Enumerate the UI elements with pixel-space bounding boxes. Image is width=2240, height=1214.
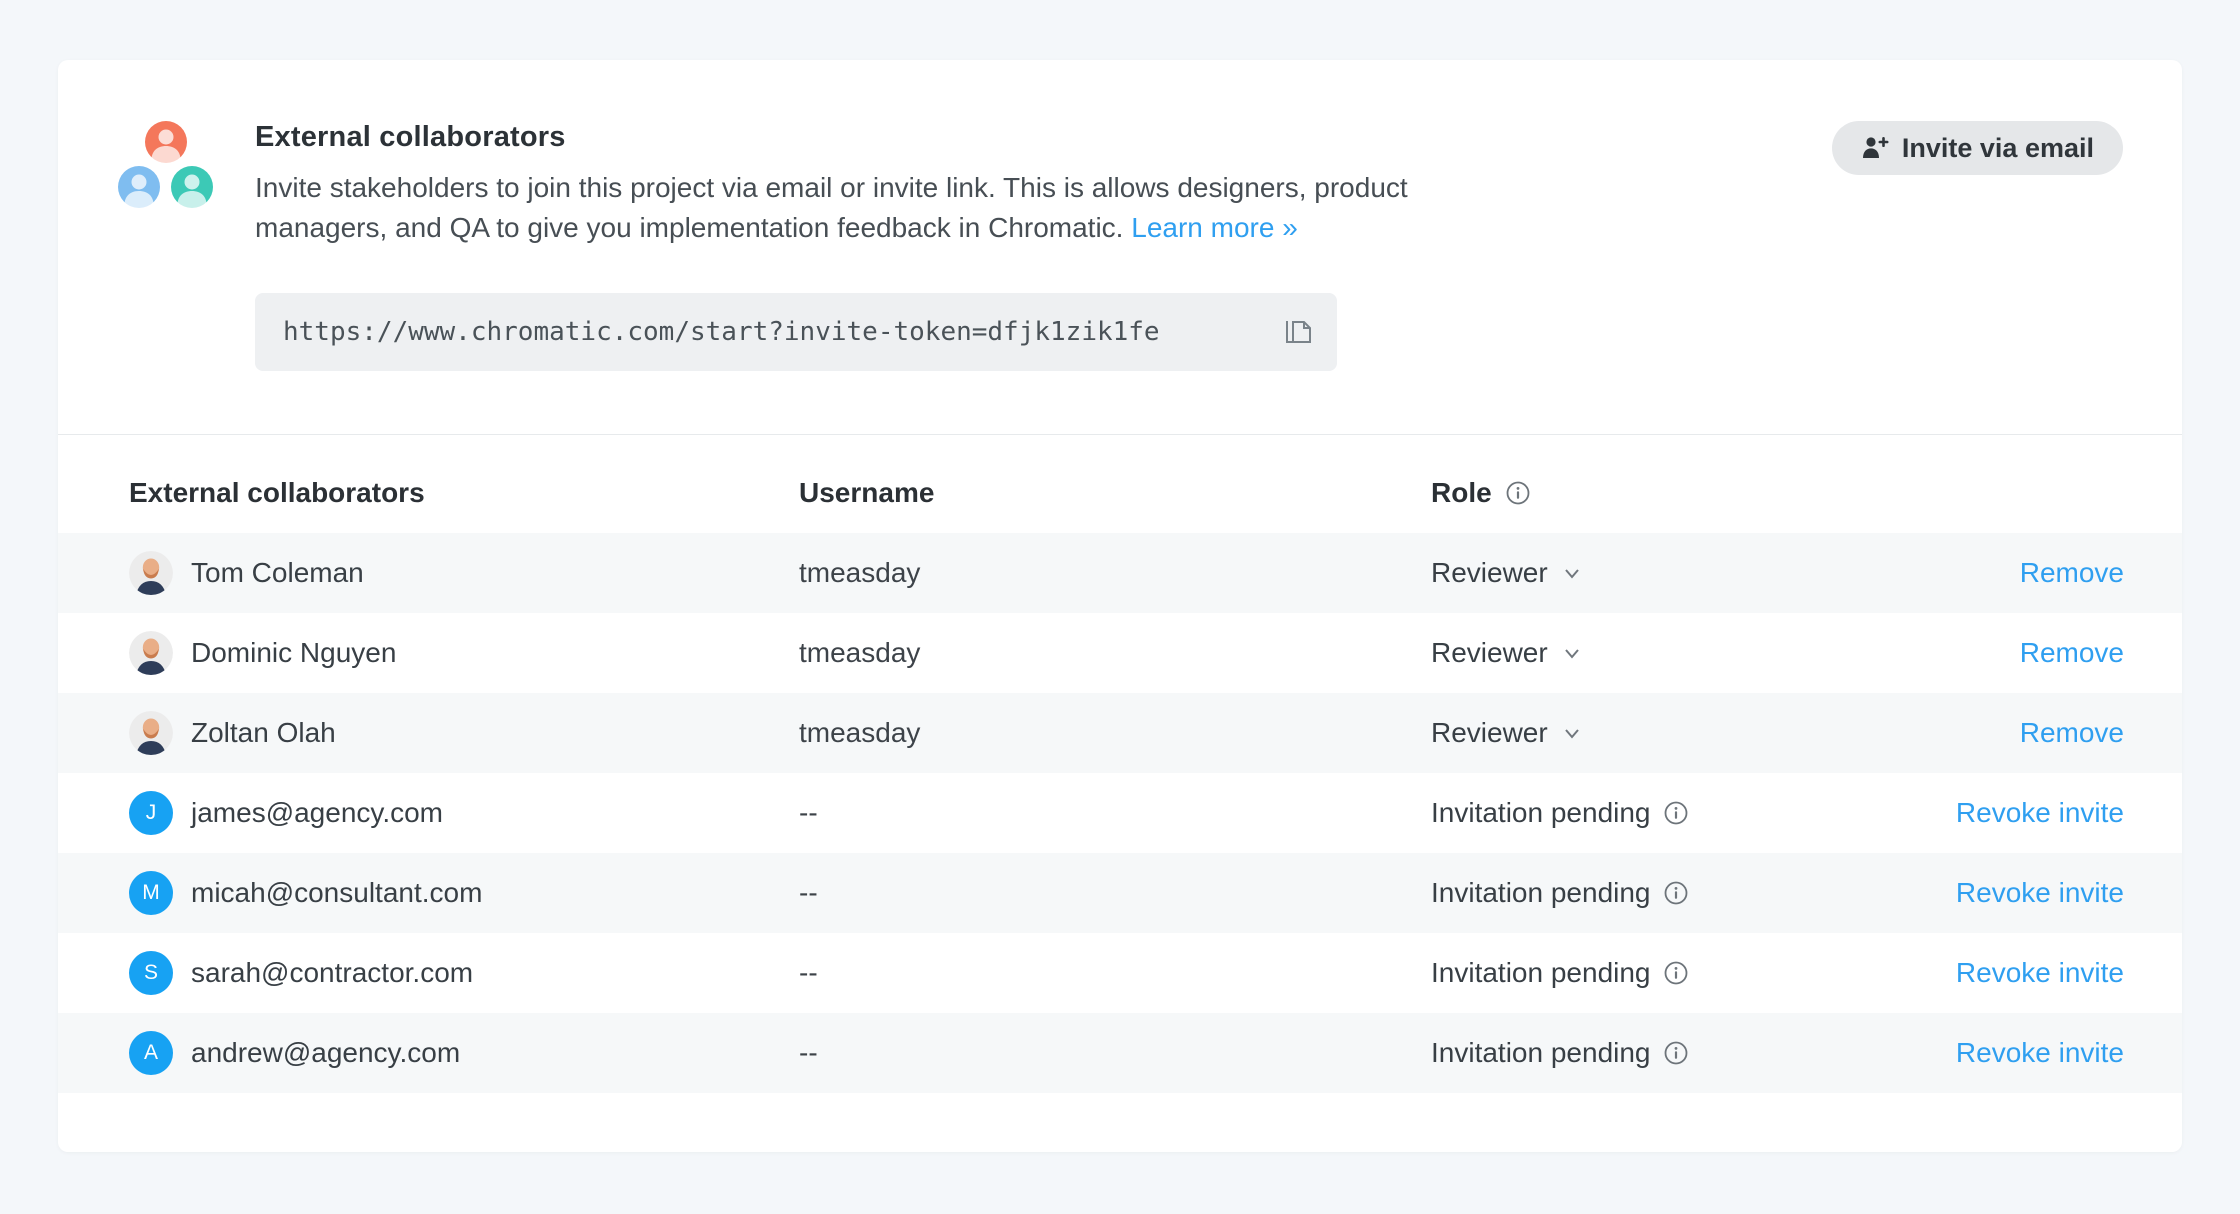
- learn-more-link[interactable]: Learn more »: [1131, 212, 1298, 243]
- remove-link[interactable]: Remove: [2019, 557, 2124, 588]
- pending-info-icon[interactable]: [1664, 1041, 1688, 1065]
- invitation-status: Invitation pending: [1431, 957, 1651, 988]
- username-cell: tmeasday: [799, 717, 921, 748]
- table-row: [58, 773, 2182, 853]
- revoke-invite-link[interactable]: Revoke invite: [1955, 877, 2124, 908]
- action-cell: [2020, 717, 2124, 749]
- column-header-role: [1431, 477, 2124, 509]
- role-cell: [1431, 557, 2020, 589]
- action-cell: [1956, 957, 2124, 989]
- initial-avatar: A: [129, 1031, 173, 1075]
- role-value: Reviewer: [1431, 637, 1548, 668]
- invite-button-label: Invite via email: [1901, 132, 2094, 163]
- invite-via-email-button[interactable]: [1832, 121, 2123, 175]
- person-add-icon: [1861, 135, 1889, 161]
- revoke-invite-link[interactable]: Revoke invite: [1955, 1037, 2124, 1068]
- role-cell: [1431, 797, 1956, 829]
- user-photo-avatar: [129, 551, 173, 595]
- collaborator-cell: [129, 871, 799, 915]
- chevron-down-icon: [1561, 642, 1583, 664]
- role-cell: [1431, 717, 2020, 749]
- table-body: [58, 533, 2182, 1093]
- action-cell: [1956, 877, 2124, 909]
- role-cell: [1431, 1037, 1956, 1069]
- user-avatar-blue-icon: [118, 166, 160, 208]
- collaborator-name: micah@consultant.com: [191, 877, 483, 908]
- external-collaborators-card: [58, 60, 2182, 1152]
- revoke-invite-link[interactable]: Revoke invite: [1955, 957, 2124, 988]
- username-cell: --: [799, 877, 818, 908]
- username-cell: --: [799, 1037, 818, 1068]
- action-cell: [1956, 1037, 2124, 1069]
- collaborator-name: Dominic Nguyen: [191, 637, 397, 668]
- invite-link-field[interactable]: [255, 293, 1337, 371]
- table-header-row: [58, 435, 2182, 533]
- pending-info-icon[interactable]: [1664, 881, 1688, 905]
- username-cell: tmeasday: [799, 557, 921, 588]
- copy-icon: [1283, 315, 1313, 349]
- action-cell: [2020, 637, 2124, 669]
- table-row: [58, 853, 2182, 933]
- collaborators-table: [58, 434, 2182, 1093]
- collaborator-cell: [129, 711, 799, 755]
- user-avatar-orange-icon: [145, 121, 187, 163]
- chevron-down-icon: [1561, 562, 1583, 584]
- pending-info-icon[interactable]: [1664, 801, 1688, 825]
- role-dropdown[interactable]: [1431, 717, 1583, 749]
- collaborator-name: james@agency.com: [191, 797, 443, 828]
- username-cell: tmeasday: [799, 637, 921, 668]
- collaborator-cell: [129, 1031, 799, 1075]
- table-row: [58, 533, 2182, 613]
- username-cell: --: [799, 957, 818, 988]
- user-photo-avatar: [129, 631, 173, 675]
- collaborator-cell: [129, 791, 799, 835]
- pending-info-icon[interactable]: [1664, 961, 1688, 985]
- collaborator-name: andrew@agency.com: [191, 1037, 461, 1068]
- role-value: Reviewer: [1431, 717, 1548, 748]
- table-row: [58, 693, 2182, 773]
- card-header: [58, 60, 2182, 434]
- page-title: External collaborators: [255, 121, 566, 153]
- table-row: [58, 1013, 2182, 1093]
- collaborator-cell: [129, 951, 799, 995]
- action-cell: [2020, 557, 2124, 589]
- role-dropdown[interactable]: [1431, 637, 1583, 669]
- page-description: [255, 168, 1445, 248]
- collaborator-name: Zoltan Olah: [191, 717, 336, 748]
- column-header-username: Username: [799, 477, 935, 508]
- role-cell: [1431, 957, 1956, 989]
- invitation-status: Invitation pending: [1431, 797, 1651, 828]
- invite-link-text[interactable]: https://www.chromatic.com/start?invite-token=dfjk1zik1fe: [283, 317, 1160, 347]
- collaborator-cell: [129, 631, 799, 675]
- role-info-icon[interactable]: [1506, 481, 1530, 505]
- collaborator-name: sarah@contractor.com: [191, 957, 474, 988]
- user-photo-avatar: [129, 711, 173, 755]
- initial-avatar: S: [129, 951, 173, 995]
- collaborators-illustration: [118, 121, 214, 209]
- description-text: Invite stakeholders to join this project via email or invite link. This is allows designers, product managers, and QA to give you implementation feedback in Chromatic.: [255, 172, 1408, 243]
- user-avatar-teal-icon: [171, 166, 213, 208]
- table-row: [58, 613, 2182, 693]
- role-cell: [1431, 637, 2020, 669]
- role-header-label: Role: [1431, 477, 1492, 508]
- invitation-status: Invitation pending: [1431, 1037, 1651, 1068]
- role-cell: [1431, 877, 1956, 909]
- copy-link-button[interactable]: [1283, 315, 1313, 349]
- initial-avatar: M: [129, 871, 173, 915]
- table-row: [58, 933, 2182, 1013]
- remove-link[interactable]: Remove: [2019, 717, 2124, 748]
- collaborator-name: Tom Coleman: [191, 557, 364, 588]
- invitation-status: Invitation pending: [1431, 877, 1651, 908]
- remove-link[interactable]: Remove: [2019, 637, 2124, 668]
- collaborator-cell: [129, 551, 799, 595]
- role-dropdown[interactable]: [1431, 557, 1583, 589]
- chevron-down-icon: [1561, 722, 1583, 744]
- column-header-collaborators: External collaborators: [129, 477, 425, 508]
- role-value: Reviewer: [1431, 557, 1548, 588]
- initial-avatar: J: [129, 791, 173, 835]
- action-cell: [1956, 797, 2124, 829]
- revoke-invite-link[interactable]: Revoke invite: [1955, 797, 2124, 828]
- username-cell: --: [799, 797, 818, 828]
